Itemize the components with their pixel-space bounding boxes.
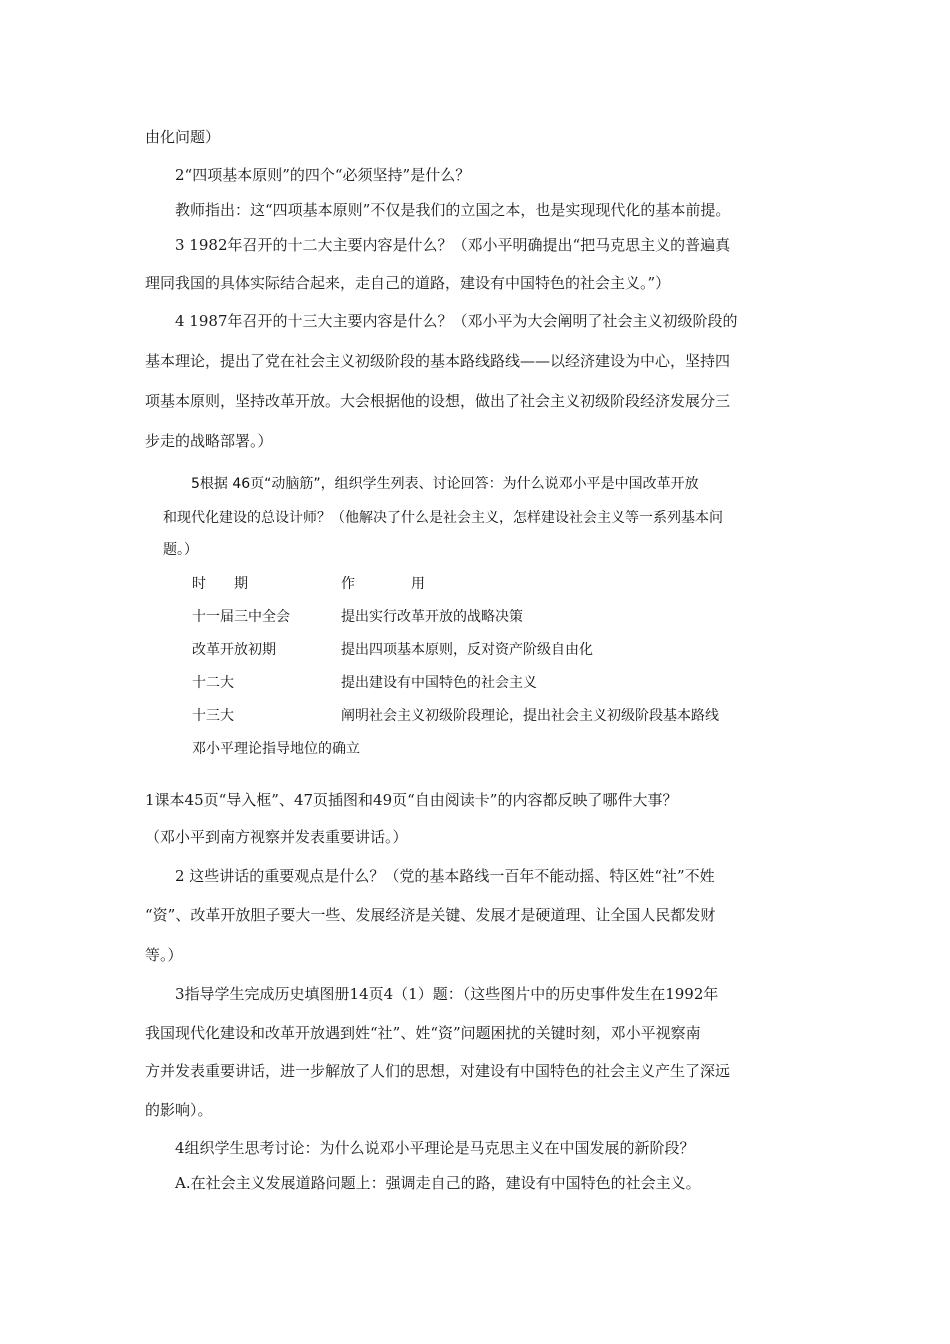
cell-role: 提出建设有中国特色的社会主义 [341,675,537,691]
paragraph-line: 基本理论，提出了党在社会主义初级阶段的基本路线路线——以经济建设为中心，坚持四 [145,352,731,370]
paragraph-line: 方并发表重要讲话，进一步解放了人们的思想，对建设有中国特色的社会主义产生了深远 [145,1062,731,1080]
paragraph-line: 1课本45页“导入框”、47页插图和49页“自由阅读卡”的内容都反映了哪件大事？ [145,791,678,809]
paragraph-line: 教师指出：这“四项基本原则”不仅是我们的立国之本，也是实现现代化的基本前提。 [175,201,731,219]
cell-role: 提出实行改革开放的战略决策 [341,609,523,625]
paragraph-line: 2 这些讲话的重要观点是什么？（党的基本路线一百年不能动摇、特区姓“社”不姓 [175,867,715,885]
cell-period: 十一届三中全会 [192,609,290,625]
cell-period: 改革开放初期 [192,642,276,658]
table-row [145,606,810,626]
paragraph-line: 步走的战略部署。） [145,432,273,450]
header-period: 时 期 [192,576,248,592]
scanned-section [145,466,810,766]
table-header [145,573,810,593]
cell-period: 邓小平理论指导地位的确立 [192,741,360,757]
table-row [145,738,810,758]
paragraph-line: 4 1987年召开的十三大主要内容是什么？（邓小平为大会阐明了社会主义初级阶段的 [175,312,738,330]
paragraph-line: 3 1982年召开的十二大主要内容是什么？（邓小平明确提出“把马克思主义的普遍真 [175,236,731,254]
paragraph-line: 我国现代化建设和改革开放遇到姓“社”、姓“资”问题困扰的关键时刻，邓小平视察南 [145,1024,701,1042]
cell-role: 提出四项基本原则，反对资产阶级自由化 [341,642,593,658]
paragraph-line: 项基本原则，坚持改革开放。大会根据他的设想，做出了社会主义初级阶段经济发展分三 [145,392,731,410]
scan-line: 题。） [163,542,198,558]
paragraph-line: 2“四项基本原则”的四个“必须坚持”是什么？ [175,166,471,184]
paragraph-line: 4组织学生思考讨论：为什么说邓小平理论是马克思主义在中国发展的新阶段？ [175,1139,695,1157]
cell-period: 十三大 [192,708,234,724]
cell-role: 阐明社会主义初级阶段理论，提出社会主义初级阶段基本路线 [341,708,719,724]
scan-line: 和现代化建设的总设计师？（他解决了什么是社会主义，怎样建设社会主义等一系列基本问 [163,510,723,526]
table-row [145,705,810,725]
paragraph-line: 由化问题） [145,128,221,146]
cell-period: 十二大 [192,675,234,691]
table-row [145,672,810,692]
paragraph-line: 理同我国的具体实际结合起来，走自己的道路，建设有中国特色的社会主义。”） [145,274,671,292]
header-role: 作 用 [341,576,425,592]
paragraph-line: “资”、改革开放胆子要大一些、发展经济是关键、发展才是硬道理、让全国人民都发财 [145,906,716,924]
paragraph-line: 3指导学生完成历史填图册14页4（1）题：（这些图片中的历史事件发生在1992年 [175,985,719,1003]
paragraph-line: 的影响）。 [145,1101,213,1119]
paragraph-line: 等。） [145,946,183,964]
table-row [145,639,810,659]
paragraph-line: A.在社会主义发展道路问题上：强调走自己的路，建设有中国特色的社会主义。 [175,1174,701,1192]
scan-line: 5根据 46页“动脑筋”，组织学生列表、讨论回答：为什么说邓小平是中国改革开放 [191,476,699,492]
paragraph-line: （邓小平到南方视察并发表重要讲话。） [145,828,408,846]
